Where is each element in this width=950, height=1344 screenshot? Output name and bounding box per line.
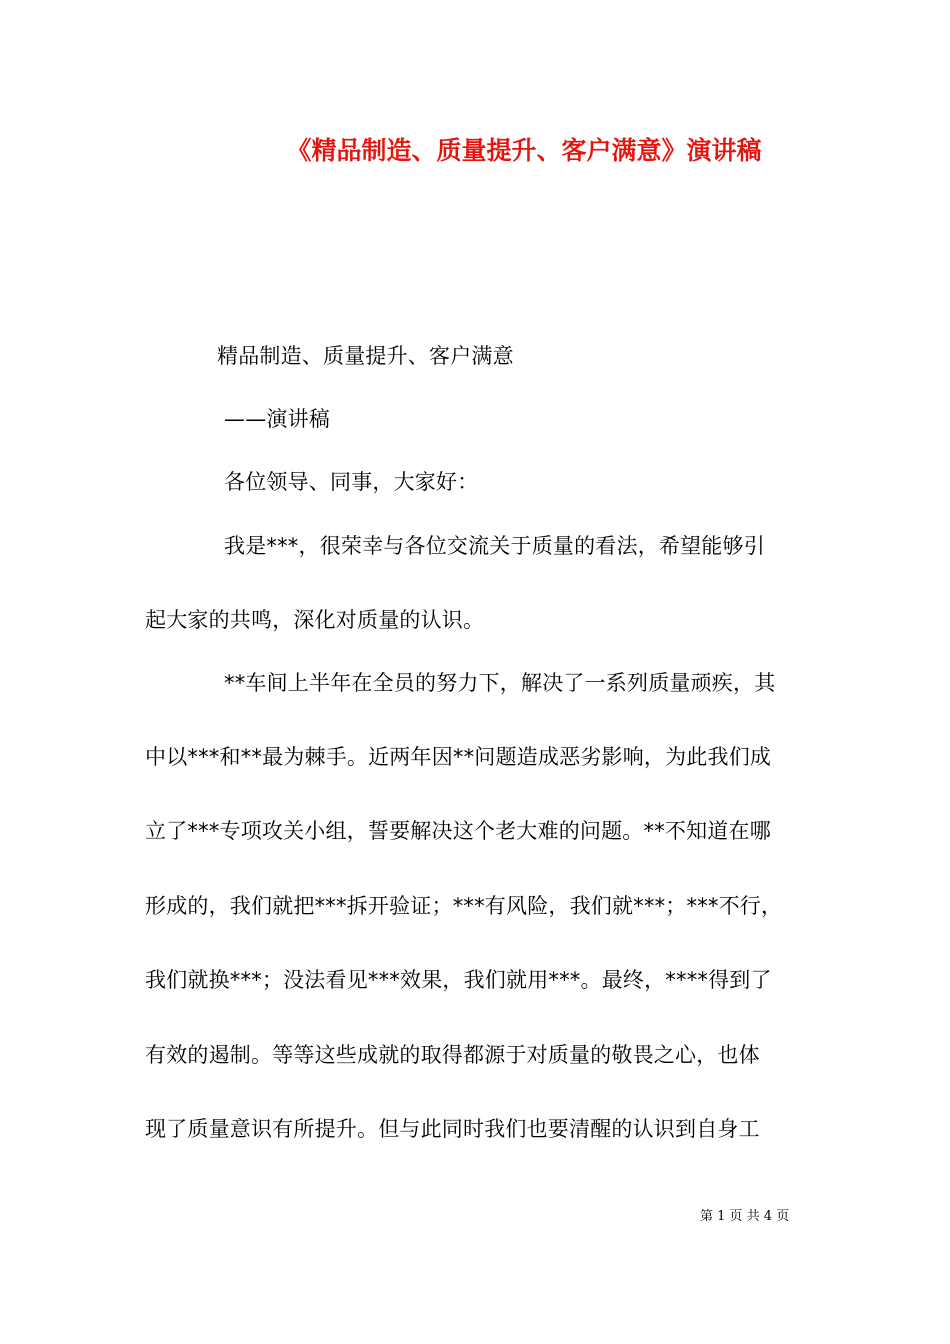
document-heading: 精品制造、质量提升、客户满意 — [217, 344, 514, 368]
page-number-footer: 第 1 页 共 4 页 — [700, 1209, 790, 1224]
document-title: 《精品制造、质量提升、客户满意》演讲稿 — [286, 136, 762, 165]
greeting-line: 各位领导、同事，大家好： — [224, 470, 479, 494]
paragraph-line: 有效的遏制。等等这些成就的取得都源于对质量的敬畏之心，也体 — [145, 1043, 760, 1067]
paragraph-line: 我是***，很荣幸与各位交流关于质量的看法，希望能够引 — [224, 534, 765, 558]
paragraph-line: 立了***专项攻关小组，誓要解决这个老大难的问题。**不知道在哪 — [145, 819, 771, 843]
paragraph-line: 现了质量意识有所提升。但与此同时我们也要清醒的认识到自身工 — [145, 1117, 760, 1141]
paragraph-line: 起大家的共鸣，深化对质量的认识。 — [145, 608, 485, 632]
paragraph-line: 形成的，我们就把***拆开验证；***有风险，我们就***；***不行， — [145, 894, 783, 918]
document-subheading: ——演讲稿 — [224, 407, 330, 431]
paragraph-line: **车间上半年在全员的努力下，解决了一系列质量顽疾，其 — [224, 671, 776, 695]
paragraph-line: 我们就换***；没法看见***效果，我们就用***。最终，****得到了 — [145, 968, 772, 992]
paragraph-line: 中以***和**最为棘手。近两年因**问题造成恶劣影响，为此我们成 — [145, 745, 772, 769]
